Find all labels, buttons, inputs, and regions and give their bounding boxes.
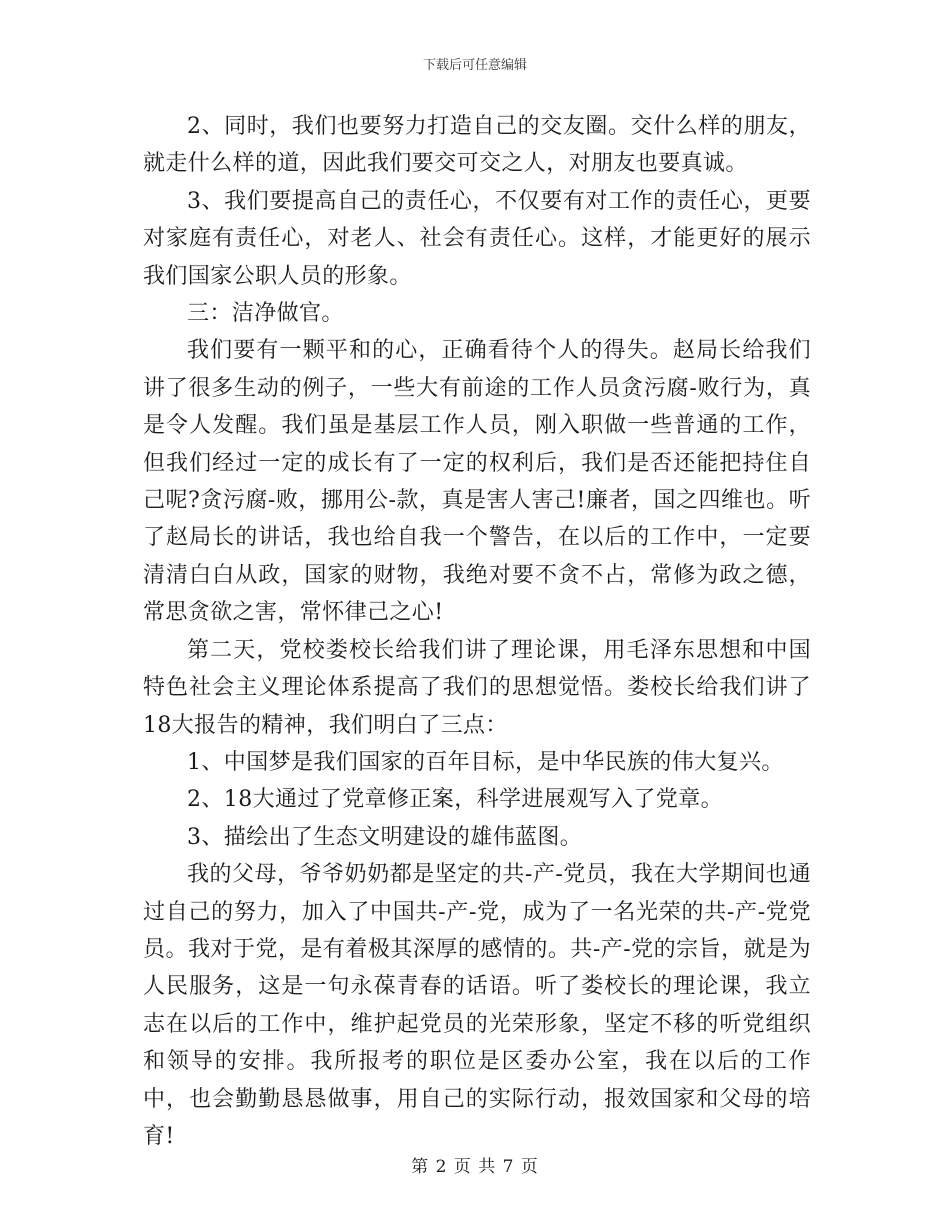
paragraph: 3、我们要提高自己的责任心，不仅要有对工作的责任心，更要对家庭有责任心，对老人、社会有责任心。这样，才能更好的展示我们国家公职人员的形象。 bbox=[143, 188, 811, 289]
page-header: 下载后可任意编辑 bbox=[422, 58, 527, 73]
section-heading: 三：洁净做官。 bbox=[187, 301, 344, 327]
paragraph: 我的父母，爷爷奶奶都是坚定的共-产-党员，我在大学期间也通过自己的努力，加入了中国共-产-党，成为了一名光荣的共-产-党党员。我对于党，是有着极其深厚的感情的。共-产-党的宗旨，就是为人民服务，这是一句永葆青春的话语。听了娄校长的理论课，我立志在以后的工作中，维护起党员的光荣形象，坚定不移的听党组织和领导的安排。我所报考的职位是区委办公室，我在以后的工作中，也会勤勤恳恳做事，用自己的实际行动，报效国家和父母的培育! bbox=[143, 862, 811, 1149]
paragraph: 我们要有一颗平和的心，正确看待个人的得失。赵局长给我们讲了很多生动的例子，一些大有前途的工作人员贪污腐-败行为，真是令人发醒。我们虽是基层工作人员，刚入职做一些普通的工作，但我们经过一定的成长有了一定的权利后，我们是否还能把持住自己呢?贪污腐-败，挪用公-款，真是害人害己!廉者，国之四维也。听了赵局长的讲话，我也给自我一个警告，在以后的工作中，一定要清清白白从政，国家的财物，我绝对要不贪不占，常修为政之德，常思贪欲之害，常怀律己之心! bbox=[143, 338, 811, 626]
list-item: 3、描绘出了生态文明建设的雄伟蓝图。 bbox=[187, 824, 583, 850]
document-body bbox=[143, 108, 811, 1155]
paragraph: 第二天，党校娄校长给我们讲了理论课，用毛泽东思想和中国特色社会主义理论体系提高了我们的思想觉悟。娄校长给我们讲了18大报告的精神，我们明白了三点： bbox=[143, 637, 811, 738]
paragraph: 2、同时，我们也要努力打造自己的交友圈。交什么样的朋友，就走什么样的道，因此我们要交可交之人，对朋友也要真诚。 bbox=[143, 114, 811, 177]
page-number: 第 2 页 共 7 页 bbox=[411, 1157, 539, 1177]
list-item: 1、中国梦是我们国家的百年目标，是中华民族的伟大复兴。 bbox=[187, 749, 784, 775]
list-item: 2、18大通过了党章修正案，科学进展观写入了党章。 bbox=[187, 787, 723, 813]
